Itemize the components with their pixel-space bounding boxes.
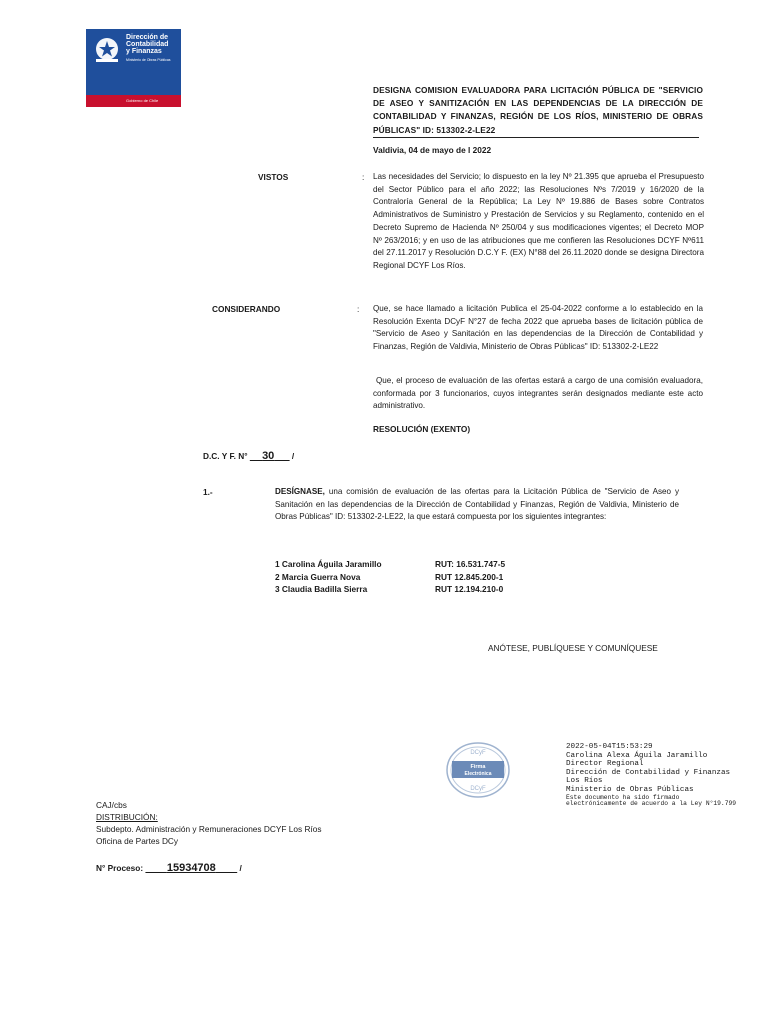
member-rut: RUT: 16.531.747-5 <box>435 559 506 569</box>
item-body: una comisión de evaluación de las ofertas para la Licitación Pública de "Servicio de Aseo y Sanitación en las dependencias de la Dirección de Contabilidad y Finanzas, Región de Valdivia, Ministerio de Obras Públicas" ID: 513302-2-LE22, la que estará compuesta por los siguientes integrantes: <box>275 487 680 522</box>
distribution-heading: DISTRIBUCIÓN: <box>96 812 158 822</box>
distribution-line-2: Oficina de Partes DCy <box>96 836 179 846</box>
resolution-number <box>203 450 294 462</box>
item-lead: DESÍGNASE, <box>275 487 325 496</box>
resolution-number-value: 30 <box>262 450 275 462</box>
resolution-number-suffix: / <box>291 451 295 461</box>
members-rut-list <box>435 558 505 596</box>
logo-footer: Gobierno de Chile <box>126 98 159 103</box>
svg-text:Electrónica: Electrónica <box>464 771 492 777</box>
member-name: 1 Carolina Águila Jaramillo <box>275 559 382 569</box>
signature-timestamp: 2022-05-04T15:53:29 <box>566 743 653 751</box>
vistos-colon: : <box>362 172 365 182</box>
process-number <box>96 862 242 874</box>
logo-line-1: Dirección de <box>126 34 169 41</box>
electronic-signature-seal-icon <box>446 742 510 798</box>
member-name: 3 Claudia Badilla Sierra <box>275 584 368 594</box>
distribution-line-1: Subdepto. Administración y Remuneraciones DCYF Los Ríos <box>96 824 322 834</box>
title-divider <box>373 137 699 138</box>
document-title: DESIGNA COMISION EVALUADORA PARA LICITACIÓN PÚBLICA DE "SERVICIO DE ASEO Y SANITIZACIÓN EN LAS DEPENDENCIAS DE LA DIRECCIÓN DE CONTABILIDAD Y FINANZAS, REGIÓN DE LOS RÍOS, MINISTERIO DE OBRAS PÚBLICAS" ID: 513302-2-LE22 <box>373 85 703 135</box>
item-text <box>275 486 679 524</box>
svg-text:DCyF: DCyF <box>470 786 486 792</box>
signature-note-1: Este documento ha sido firmado <box>566 793 680 801</box>
process-suffix: / <box>239 863 242 873</box>
considerando-text-1: Que, se hace llamado a licitación Publica el 25-04-2022 conforme a lo establecido en la Resolución Exenta DCyF N°27 de fecha 2022 que aprueba bases de licitación pública de "Servicio de Aseo y Sanitación en las dependencias de la Dirección de Contabilidad y Finanzas, Región de Valdivia, Ministerio de Obras Públicas" ID: 513302-2-LE22 <box>373 304 703 352</box>
resolution-number-label: D.C. Y F. N° <box>203 451 248 461</box>
logo-line-3: y Finanzas <box>126 48 162 55</box>
electronic-signature-block <box>566 743 736 808</box>
members-list <box>275 558 382 596</box>
item-number: 1.- <box>203 487 213 497</box>
member-name: 2 Marcia Guerra Nova <box>275 571 361 582</box>
considerando-colon: : <box>357 304 360 314</box>
process-label: N° Proceso: <box>96 863 144 873</box>
signature-name: Carolina Alexa Águila Jaramillo <box>566 751 708 760</box>
signature-region: Los Ríos <box>566 777 603 786</box>
closing-formula: ANÓTESE, PUBLÍQUESE Y COMUNÍQUESE <box>488 643 658 653</box>
signature-unit: Dirección de Contabilidad y Finanzas <box>566 768 731 777</box>
svg-text:Firma: Firma <box>470 764 486 770</box>
logo-line-2: Contabilidad <box>126 41 169 48</box>
coat-of-arms-icon <box>90 34 124 68</box>
member-rut: RUT 12.845.200-1 <box>435 571 504 582</box>
signature-role: Director Regional <box>566 760 644 769</box>
logo-subtitle: Ministerio de Obras Públicas <box>126 58 171 62</box>
vistos-label: VISTOS <box>258 172 289 182</box>
footer-initials: CAJ/cbs <box>96 800 127 810</box>
signature-ministry: Ministerio de Obras Públicas <box>566 785 694 794</box>
ministry-logo <box>86 29 181 107</box>
process-value: 15934708 <box>166 862 216 874</box>
member-rut: RUT 12.194.210-0 <box>435 584 504 594</box>
vistos-text: Las necesidades del Servicio; lo dispuesto en la ley Nº 21.395 que aprueba el Presupuesto del Sector Público para el año 2022; las Resoluciones Nºs 7/2019 y 16/2020 de la Contraloría General de la República; La Ley Nº 19.886 de Bases sobre Contratos Administrativos de Suministro y Prestación de Servicios y su Reglamento, contenido en el Decreto Supremo de Hacienda Nº 250/04 y sus modificaciones vigentes; el Decreto MOP Nº 263/2016; y en uso de las atribuciones que me confieren las Resoluciones DCYF Nº611 del 27.11.2017 y Resolución D.C.Y F. (EX) N°88 del 26.11.2020 donde se designa Directora Regional DCYF Los Ríos. <box>373 172 704 270</box>
svg-text:DCyF: DCyF <box>470 750 486 756</box>
signature-note-2: electrónicamente de acuerdo a la Ley N°19.799 <box>566 800 737 808</box>
resolution-heading: RESOLUCIÓN (EXENTO) <box>373 424 471 434</box>
document-date: Valdivia, 04 de mayo de l 2022 <box>373 145 492 155</box>
considerando-text-2: Que, el proceso de evaluación de las ofertas estará a cargo de una comisión evaluadora, conformada por 3 funcionarios, cuyos integrantes serán designados mediante este acto administrativo. <box>373 376 703 411</box>
considerando-label: CONSIDERANDO <box>212 304 281 314</box>
